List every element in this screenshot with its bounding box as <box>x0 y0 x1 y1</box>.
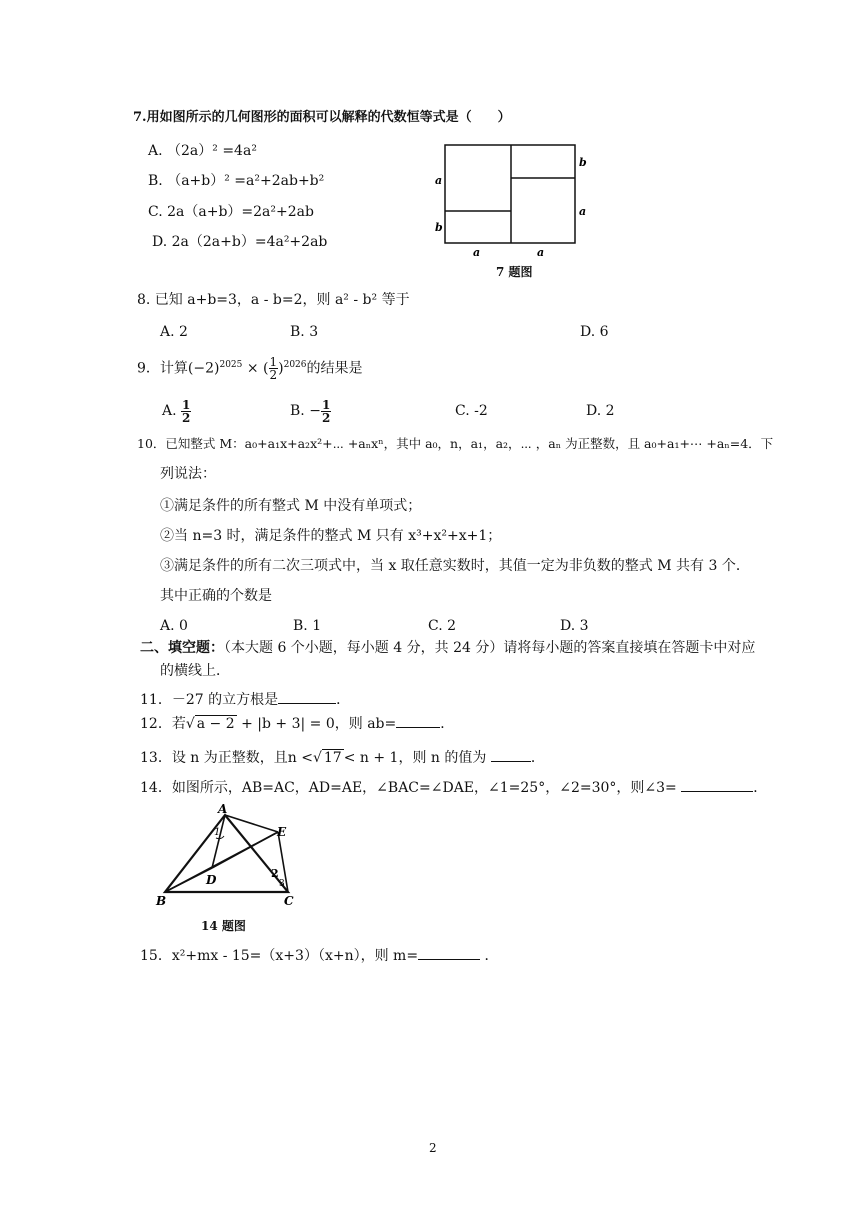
q10-question: 其中正确的个数是 <box>160 588 272 604</box>
q7-label-bottom-right: a <box>537 246 545 259</box>
q7-label-left-top: a <box>435 174 443 187</box>
q14-angle-1: 1 <box>214 827 221 838</box>
q10-option-a: A. 0 <box>160 618 188 634</box>
q10-statement-1: ①满足条件的所有整式 M 中没有单项式； <box>160 498 422 514</box>
q7-label-bottom-left: a <box>473 246 481 259</box>
q9-option-a: A. $\frac{1}{2}$ <box>162 397 191 425</box>
q9-option-d: D. 2 <box>586 403 615 419</box>
q10-line1: 10．已知整式 M：a₀+a₁x+a₂x²+⋯ +aₙxⁿ，其中 a₀，n，a₁，a₂，⋯ ，aₙ 为正整数，且 a₀+a₁+⋯ +aₙ=4．下 <box>137 436 774 451</box>
q14-figure-caption: 14 题图 <box>201 919 246 933</box>
q10-line2: 列说法： <box>160 466 216 482</box>
q10-option-b: B. 1 <box>293 618 322 634</box>
q14-answer-blank <box>681 779 753 792</box>
q13-answer-blank <box>491 749 531 762</box>
q10-statement-3: ③满足条件的所有二次三项式中，当 x 取任意实数时，其值一定为非负数的整式 M 共有 3 个． <box>160 558 750 574</box>
section2-title: 二、填空题： <box>140 640 224 656</box>
q14-label-d: D <box>206 873 217 887</box>
q7-figure-caption: 7 题图 <box>496 265 533 279</box>
q10-option-c: C. 2 <box>428 618 457 634</box>
q8-option-b: B. 3 <box>290 324 319 340</box>
q8-stem: 8. 已知 a+b=3，a - b=2，则 a² - b² 等于 <box>137 292 410 308</box>
q7-label-left-bottom: b <box>435 221 443 234</box>
q14-figure <box>150 800 310 910</box>
q9-stem: 9．计算$(-2)^{2025}$ × ( $\frac{1}{2}$ )$^{2026}$的结果是 <box>137 355 363 382</box>
q7-option-c: C. 2a（a+b）=2a²+2ab <box>148 204 314 220</box>
q7-figure <box>425 138 600 280</box>
q12-answer-blank <box>396 715 440 728</box>
q14-angle-2: 2 <box>271 867 279 880</box>
q9-option-b: B. − $\frac{1}{2}$ <box>290 397 331 425</box>
q14-label-a: A <box>218 802 228 816</box>
q12: 12．若√ a − 2 + |b + 3| = 0，则 ab= ． <box>140 716 455 732</box>
q14-label-c: C <box>284 894 294 908</box>
q8-option-d: D. 6 <box>580 324 609 340</box>
q14-angle-3: 3 <box>279 879 285 889</box>
q14-label-b: B <box>156 894 167 908</box>
q7-stem: 7.用如图所示的几何图形的面积可以解释的代数恒等式是（ ） <box>133 110 511 125</box>
q7-option-d: D. 2a（2a+b）=4a²+2ab <box>152 234 328 250</box>
q11-answer-blank <box>278 691 336 704</box>
q11: 11．－27 的立方根是 ． <box>140 692 351 708</box>
q10-option-d: D. 3 <box>560 618 589 634</box>
q8-option-a: A. 2 <box>160 324 188 340</box>
q7-label-right-bottom: a <box>579 205 587 218</box>
section2-desc2: 的横线上． <box>160 663 230 679</box>
q7-option-b: B. （a+b）² =a²+2ab+b² <box>148 173 325 189</box>
q7-option-a: A. （2a）² =4a² <box>148 143 257 159</box>
q15: 15．x²+mx - 15=（x+3）（x+n），则 m= ． <box>140 948 499 964</box>
q9-fraction: $\frac{1}{2}$ <box>269 355 278 382</box>
q7-label-right-top: b <box>579 156 587 169</box>
q13: 13．设 n 为正整数，且n <√ 17 < n + 1，则 n 的值为 ． <box>140 750 545 766</box>
section2-header: 二、填空题：（本大题 6 个小题，每小题 4 分，共 24 分）请将每小题的答案直接填在答题卡中对应 <box>140 640 756 656</box>
q10-statement-2: ②当 n=3 时，满足条件的整式 M 只有 x³+x²+x+1； <box>160 528 502 544</box>
q14: 14．如图所示，AB=AC，AD=AE，∠BAC=∠DAE，∠1=25°，∠2=30°，则∠3= ． <box>140 780 768 796</box>
q15-answer-blank <box>418 947 480 960</box>
q9-option-c: C. -2 <box>455 403 488 419</box>
page-number: 2 <box>429 1141 437 1155</box>
q14-label-e: E <box>277 825 287 839</box>
